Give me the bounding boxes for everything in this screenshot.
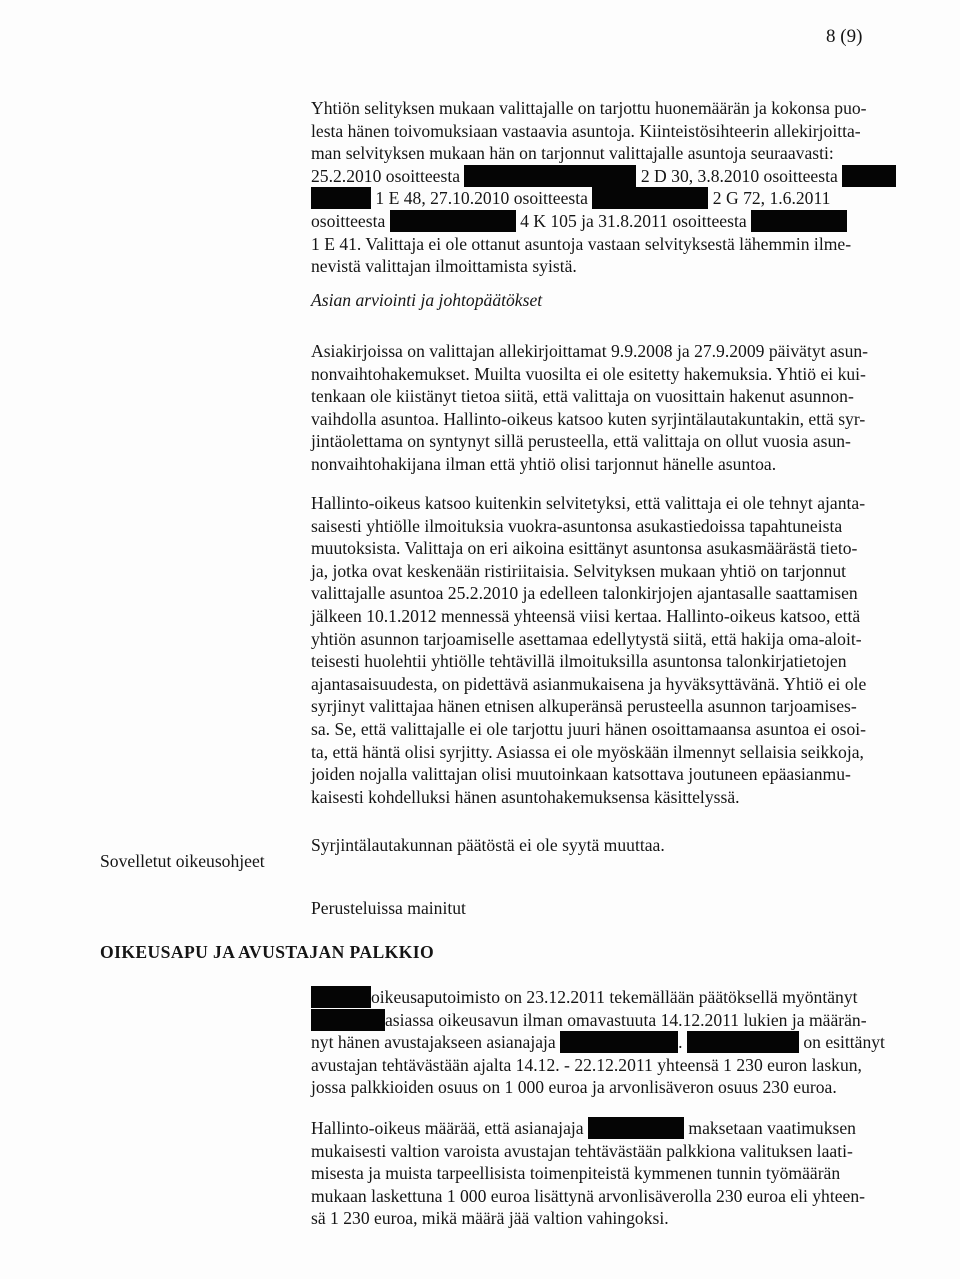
text-line (311, 1207, 923, 1230)
text-line (311, 763, 923, 786)
paragraph-applied-law (311, 897, 923, 920)
text-line (311, 537, 923, 560)
text-line (311, 210, 923, 233)
text-segment: Asiakirjoissa on valittajan allekirjoittamat 9.9.2008 ja 27.9.2009 päivätyt asun- (311, 341, 869, 361)
text-line (311, 1054, 923, 1077)
text-segment: mukaisesti valtion varoista avustajan tehtävästään palkkiona valituksen laati- (311, 1140, 853, 1161)
redaction-bar (311, 1009, 385, 1031)
redaction-bar (751, 210, 847, 232)
text-segment: nevistä valittajan ilmoittamista syistä. (311, 256, 577, 277)
text-line (311, 1009, 923, 1032)
text-segment: jossa palkkioiden osuus on 1 000 euroa ja arvonlisäveron osuus 230 euroa. (311, 1077, 837, 1098)
page-number: 8 (9) (826, 26, 863, 47)
text-segment: . (678, 1032, 687, 1053)
text-segment: ajantasaisuudesta, on pidettävä asianmukaisena ja hyväksyttävänä. Yhtiö ei ole (311, 673, 867, 694)
text-line (311, 1140, 923, 1163)
text-line (311, 1031, 923, 1054)
text-segment: Hallinto-oikeus määrää, että asianajaja (311, 1118, 588, 1138)
text-line (311, 385, 923, 408)
text-segment: asiassa oikeusavun ilman omavastuuta 14.12.2011 lukien ja määrän- (385, 1009, 867, 1030)
text-line (311, 741, 923, 764)
text-segment: maksetaan vaatimuksen (683, 1118, 856, 1138)
text-line (311, 120, 923, 143)
text-line (311, 834, 923, 857)
text-line (311, 515, 923, 538)
text-segment: 2 D 30, 3.8.2010 osoitteesta (636, 165, 843, 186)
text-line (311, 650, 923, 673)
text-segment: Perusteluissa mainitut (311, 898, 466, 918)
margin-label-applied-law: Sovelletut oikeusohjeet (100, 851, 265, 871)
text-line (311, 673, 923, 696)
text-line (311, 408, 923, 431)
text-segment: jintäolettama on syntynyt sillä perusteella, että valittaja on ollut vuosia asun- (311, 431, 851, 452)
paragraph-conclusion (311, 834, 923, 857)
text-segment: valittajalle asuntoa 25.2.2010 ja edelleen talonkirjojen ajantasalle saattamisen (311, 583, 858, 604)
paragraph-fee-order (311, 1117, 923, 1230)
text-line (311, 492, 923, 515)
text-line (311, 986, 923, 1009)
text-segment: Hallinto-oikeus katsoo kuitenkin selvitetyksi, että valittaja ei ole tehnyt ajanta- (311, 493, 866, 513)
paragraph-legal-aid (311, 986, 923, 1099)
text-segment: kaisesti kohdelluksi hänen asuntohakemuksensa käsittelyssä. (311, 786, 740, 807)
text-line (311, 1185, 923, 1208)
text-line (311, 1162, 923, 1185)
text-segment: muutoksista. Valittaja on eri aikoina esittänyt asuntonsa asukasmäärästä tieto- (311, 538, 858, 559)
text-segment: nonvaihtohakijana ilman että yhtiö olisi tarjonnut hänelle asuntoa. (311, 453, 777, 474)
text-line (311, 142, 923, 165)
text-segment: sä 1 230 euroa, mikä määrä jää valtion vahingoksi. (311, 1208, 669, 1229)
text-segment: tenkaan ole kiistänyt tietoa siitä, että valittaja on vuosittain hakenut asunnon- (311, 386, 854, 407)
redaction-bar (592, 187, 708, 209)
text-segment: on esittänyt (798, 1032, 885, 1053)
text-line (311, 340, 923, 363)
text-line (311, 187, 923, 210)
text-segment: syrjinyt valittajaa hänen etnisen alkuperänsä perusteella asunnon tarjoamises- (311, 696, 857, 717)
text-line (311, 628, 923, 651)
text-segment: ta, että häntä olisi syrjitty. Asiassa ei ole myöskään ilmennyt sellaisia seikkoja, (311, 741, 864, 762)
text-line (311, 97, 923, 120)
redaction-bar (311, 986, 371, 1008)
text-line (311, 695, 923, 718)
text-segment: avustajan tehtävästään ajalta 14.12. - 22.12.2011 yhteensä 1 230 euron laskun, (311, 1054, 862, 1075)
text-line (311, 1117, 923, 1140)
text-segment: misesta ja muista tarpeellisista toimenpiteistä kymmenen tunnin työmäärän (311, 1163, 841, 1184)
paragraph-company-statement (311, 97, 923, 278)
text-segment: 1 E 41. Valittaja ei ole ottanut asuntoja vastaan selvityksestä lähemmin ilme- (311, 233, 852, 254)
text-line (311, 897, 923, 920)
redaction-bar (390, 210, 516, 232)
text-line (311, 605, 923, 628)
text-segment: oikeusaputoimisto on 23.12.2011 tekemällään päätöksellä myöntänyt (371, 987, 858, 1007)
text-segment: Yhtiön selityksen mukaan valittajalle on tarjottu huonemäärän ja kokonsa puo- (311, 98, 867, 118)
text-line (311, 718, 923, 741)
redaction-bar (588, 1117, 684, 1139)
paragraph-court-finding (311, 492, 923, 808)
text-segment: man selvityksen mukaan hän on tarjonnut valittajalle asuntoja seuraavasti: (311, 143, 834, 164)
section-title-legal-aid: OIKEUSAPU JA AVUSTAJAN PALKKIO (100, 942, 435, 962)
text-segment: jälkeen 10.1.2012 mennessä yhteensä viisi kertaa. Hallinto-oikeus katsoo, että (311, 605, 861, 626)
text-line (311, 430, 923, 453)
text-segment: 2 G 72, 1.6.2011 (708, 188, 831, 209)
section-heading-assessment: Asian arviointi ja johtopäätökset (311, 290, 543, 310)
text-segment: sa. Se, että valittajalle ei ole tarjottu juuri hänen osoittamaansa asuntoa ei osoi- (311, 718, 867, 739)
text-segment: saisesti yhtiölle ilmoituksia vuokra-asuntonsa asukastiedoissa tapahtuneista (311, 515, 843, 536)
text-segment: 1 E 48, 27.10.2010 osoitteesta (371, 188, 593, 209)
text-segment: osoitteesta (311, 210, 390, 231)
text-line (311, 786, 923, 809)
text-segment: lesta hänen toivomuksiaan vastaavia asuntoja. Kiinteistösihteerin allekirjoitta- (311, 120, 861, 141)
text-line (311, 255, 923, 278)
text-segment: nonvaihtohakemukset. Muilta vuosilta ei ole esitetty hakemuksia. Yhtiö ei kui- (311, 363, 866, 384)
text-segment: Syrjintälautakunnan päätöstä ei ole syytä muuttaa. (311, 835, 665, 855)
text-line (311, 1076, 923, 1099)
text-segment: ja, jotka ovat keskenään ristiriitaisia. Selvityksen mukaan yhtiö on tarjonnut (311, 560, 847, 581)
redaction-bar (687, 1031, 799, 1053)
redaction-bar (560, 1031, 678, 1053)
text-segment: joiden nojalla valittajan olisi muutoinkaan katsottava joutuneen epäasianmu- (311, 764, 851, 785)
text-segment: 4 K 105 ja 31.8.2011 osoitteesta (515, 210, 752, 231)
text-line (311, 363, 923, 386)
redaction-bar (311, 187, 371, 209)
redaction-bar (842, 165, 896, 187)
text-line (311, 582, 923, 605)
text-line (311, 233, 923, 256)
text-line (311, 560, 923, 583)
text-segment: teisesti huolehtii yhtiölle tehtävillä ilmoituksilla asuntonsa talonkirjatietojen (311, 651, 847, 672)
text-segment: mukaan laskettuna 1 000 euroa lisättynä arvonlisäverolla 230 euroa eli yhteen- (311, 1185, 866, 1206)
text-line (311, 165, 923, 188)
text-segment: nyt hänen avustajakseen asianajaja (311, 1032, 561, 1053)
text-line (311, 453, 923, 476)
text-segment: 25.2.2010 osoitteesta (311, 165, 465, 186)
paragraph-documents (311, 340, 923, 476)
text-segment: yhtiön asunnon tarjoamiselle asettamaa edellytystä siitä, että hakija oma-aloit- (311, 628, 862, 649)
text-segment: vaihdolla asuntoa. Hallinto-oikeus katsoo kuten syrjintälautakuntakin, että syr- (311, 408, 866, 429)
redaction-bar (464, 165, 636, 187)
